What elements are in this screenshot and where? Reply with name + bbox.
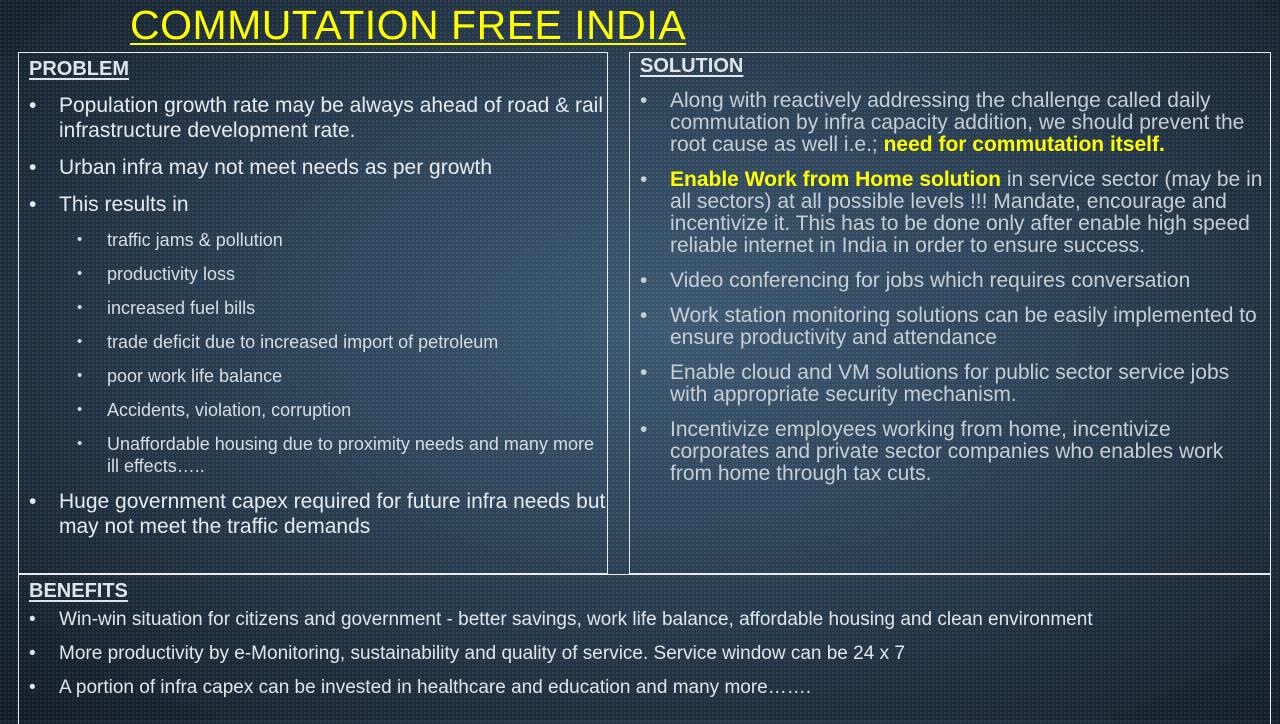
problem-sub-bullet: • traffic jams & pollution <box>59 229 607 251</box>
solution-bullet: • Enable cloud and VM solutions for public sector service jobs with appropriate security mechanism. <box>630 362 1270 406</box>
problem-sub-bullet: • increased fuel bills <box>59 297 607 319</box>
problem-bullet <box>19 192 607 477</box>
solution-highlight: Enable Work from Home solution <box>670 168 1001 191</box>
benefits-bullet: • More productivity by e-Monitoring, sustainability and quality of service. Service window can be 24 x 7 <box>19 643 1270 665</box>
solution-list <box>630 90 1270 498</box>
solution-bullet <box>630 90 1270 156</box>
solution-bullet: • Work station monitoring solutions can be easily implemented to ensure productivity and attendance <box>630 305 1270 349</box>
problem-sub-bullet: • productivity loss <box>59 263 607 285</box>
solution-bullet <box>630 169 1270 257</box>
solution-text: Along with reactively addressing the challenge called daily commutation by infra capacity addition, we should prevent the root cause as well i.e.; <box>670 89 1245 156</box>
problem-sub-bullet: • Unaffordable housing due to proximity needs and many more ill effects….. <box>59 433 607 477</box>
problem-bullet: • Population growth rate may be always ahead of road & rail infrastructure development rate. <box>19 93 607 143</box>
problem-sub-list <box>59 229 607 477</box>
problem-sub-bullet: • poor work life balance <box>59 365 607 387</box>
benefits-heading: BENEFITS <box>29 580 128 602</box>
slide-title: COMMUTATION FREE INDIA <box>130 2 687 48</box>
benefits-bullet: • A portion of infra capex can be invested in healthcare and education and many more……. <box>19 677 1270 699</box>
solution-heading: SOLUTION <box>640 55 744 77</box>
problem-heading: PROBLEM <box>29 58 129 80</box>
benefits-list <box>19 609 1270 711</box>
solution-bullet: • Incentivize employees working from home, incentivize corporates and private sector companies who enables work from home through tax cuts. <box>630 419 1270 485</box>
problem-bullet-text: This results in <box>59 193 189 216</box>
solution-highlight: need for commutation itself <box>883 133 1159 156</box>
benefits-bullet: • Win-win situation for citizens and government - better savings, work life balance, affordable housing and clean environment <box>19 609 1270 631</box>
solution-text-end: . <box>1158 133 1165 156</box>
problem-panel <box>18 52 608 574</box>
solution-text: in service sector (may be in all sectors) at all possible levels !!! Mandate, encourage and incentivize it. This has to be done only after enable high speed reliable internet in India in order to ensure success. <box>670 168 1263 257</box>
solution-panel <box>629 52 1271 574</box>
benefits-panel <box>18 574 1271 724</box>
problem-sub-bullet: • trade deficit due to increased import of petroleum <box>59 331 607 353</box>
problem-list <box>19 93 607 551</box>
solution-bullet: • Video conferencing for jobs which requires conversation <box>630 270 1270 292</box>
problem-bullet: • Urban infra may not meet needs as per growth <box>19 155 607 180</box>
problem-bullet: • Huge government capex required for future infra needs but may not meet the traffic demands <box>19 489 607 539</box>
problem-sub-bullet: • Accidents, violation, corruption <box>59 399 607 421</box>
